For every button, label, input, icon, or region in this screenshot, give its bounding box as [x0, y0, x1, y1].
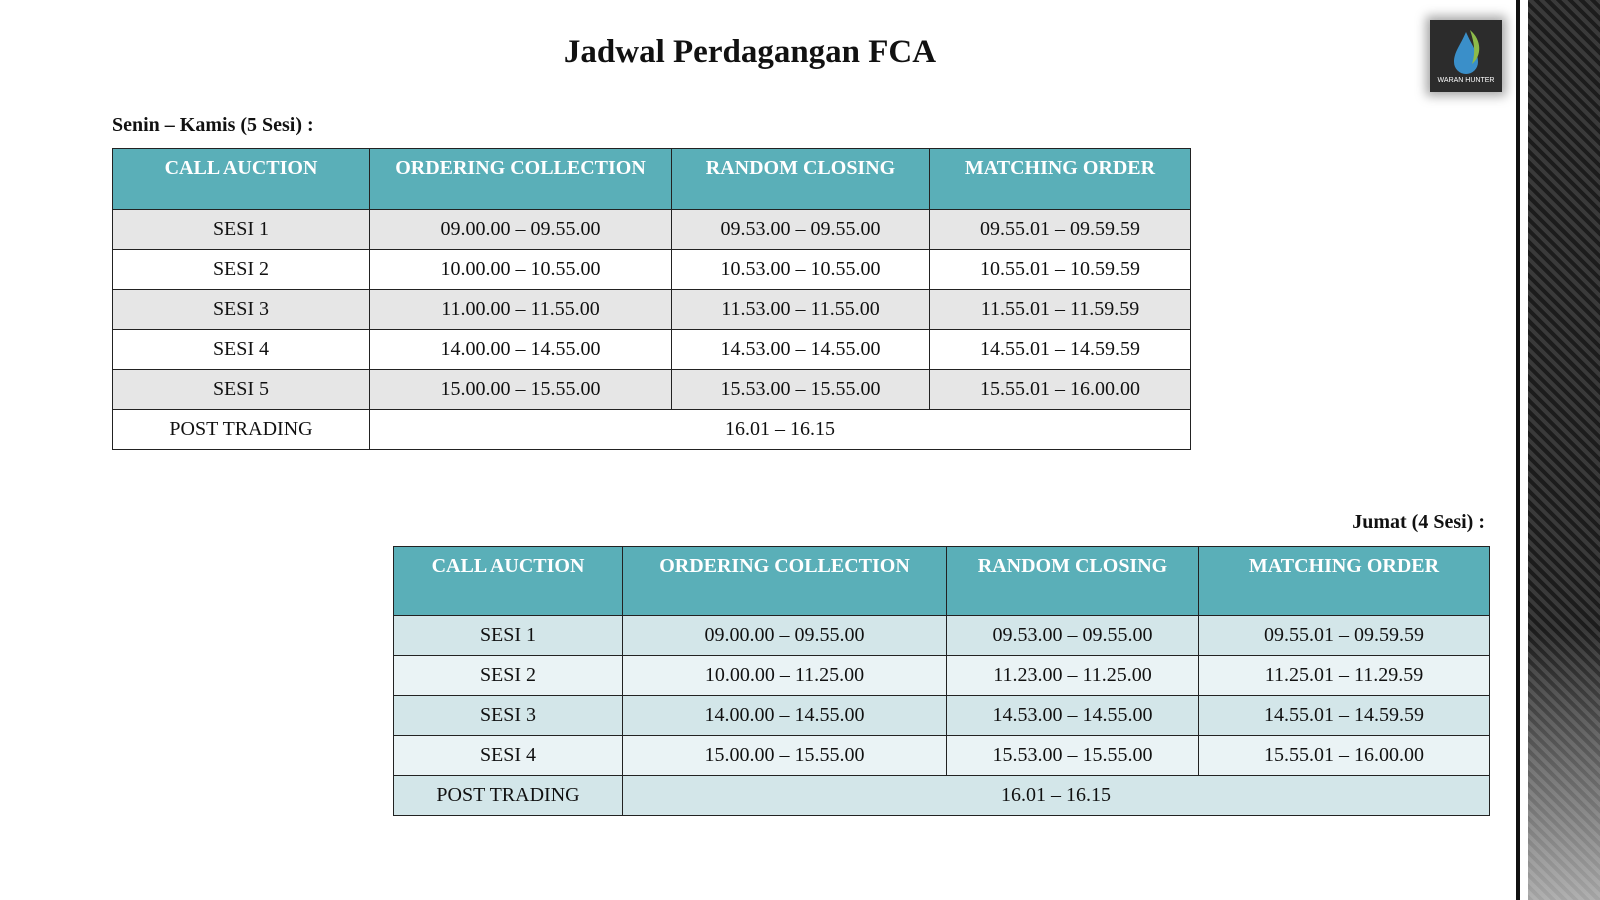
table-cell: SESI 1: [113, 210, 370, 250]
friday-label: Jumat (4 Sesi) :: [1352, 511, 1485, 533]
table-cell: 14.00.00 – 14.55.00: [370, 330, 672, 370]
table-cell: POST TRADING: [394, 776, 623, 816]
divider-stripe: [1516, 0, 1520, 900]
table-cell: 11.55.01 – 11.59.59: [930, 290, 1191, 330]
table-cell: 14.53.00 – 14.55.00: [672, 330, 930, 370]
table-cell: 11.23.00 – 11.25.00: [947, 656, 1199, 696]
table-cell: SESI 1: [394, 616, 623, 656]
table-cell: 14.55.01 – 14.59.59: [930, 330, 1191, 370]
header-row: [394, 547, 1490, 616]
table-cell: 15.55.01 – 16.00.00: [930, 370, 1191, 410]
table-row: [113, 290, 1191, 330]
weekday-label: Senin – Kamis (5 Sesi) :: [112, 114, 314, 136]
table-cell: 10.55.01 – 10.59.59: [930, 250, 1191, 290]
table-row: [113, 250, 1191, 290]
table-cell: 09.55.01 – 09.59.59: [1199, 616, 1490, 656]
table-cell: 14.53.00 – 14.55.00: [947, 696, 1199, 736]
table-cell: SESI 5: [113, 370, 370, 410]
weekday-schedule-table: [112, 148, 1191, 450]
svg-text:WARAN HUNTER: WARAN HUNTER: [1437, 77, 1495, 84]
table-cell: 09.00.00 – 09.55.00: [623, 616, 947, 656]
waran-hunter-logo: [1430, 20, 1502, 92]
table-cell: POST TRADING: [113, 410, 370, 450]
table-cell: 14.55.01 – 14.59.59: [1199, 696, 1490, 736]
table-cell: SESI 4: [113, 330, 370, 370]
table-cell: 10.00.00 – 10.55.00: [370, 250, 672, 290]
table-cell: 11.00.00 – 11.55.00: [370, 290, 672, 330]
table-cell: SESI 2: [113, 250, 370, 290]
column-header: CALL AUCTION: [113, 149, 370, 210]
table-cell: 15.53.00 – 15.55.00: [672, 370, 930, 410]
table-cell: 10.00.00 – 11.25.00: [623, 656, 947, 696]
table-cell: 09.00.00 – 09.55.00: [370, 210, 672, 250]
column-header: CALL AUCTION: [394, 547, 623, 616]
table-cell: 10.53.00 – 10.55.00: [672, 250, 930, 290]
table-cell: SESI 3: [394, 696, 623, 736]
table-cell: 15.53.00 – 15.55.00: [947, 736, 1199, 776]
table-row: [394, 696, 1490, 736]
table-row: [113, 330, 1191, 370]
page-title: Jadwal Perdagangan FCA: [563, 34, 937, 70]
friday-schedule-table: [393, 546, 1490, 816]
table-cell: 15.00.00 – 15.55.00: [623, 736, 947, 776]
column-header: MATCHING ORDER: [930, 149, 1191, 210]
table-cell: 11.53.00 – 11.55.00: [672, 290, 930, 330]
table-cell: SESI 2: [394, 656, 623, 696]
table-cell: 09.53.00 – 09.55.00: [672, 210, 930, 250]
table-cell: 11.25.01 – 11.29.59: [1199, 656, 1490, 696]
column-header: RANDOM CLOSING: [947, 547, 1199, 616]
table-cell: SESI 3: [113, 290, 370, 330]
table-cell: 09.53.00 – 09.55.00: [947, 616, 1199, 656]
table-cell: 14.00.00 – 14.55.00: [623, 696, 947, 736]
table-row: [113, 370, 1191, 410]
header-row: [113, 149, 1191, 210]
table-cell: 15.00.00 – 15.55.00: [370, 370, 672, 410]
column-header: ORDERING COLLECTION: [370, 149, 672, 210]
column-header: RANDOM CLOSING: [672, 149, 930, 210]
decorative-carbon-border: [1528, 0, 1600, 900]
column-header: MATCHING ORDER: [1199, 547, 1490, 616]
table-cell: 15.55.01 – 16.00.00: [1199, 736, 1490, 776]
table-cell: 09.55.01 – 09.59.59: [930, 210, 1191, 250]
post-trading-row: [394, 776, 1490, 816]
table-row: [394, 656, 1490, 696]
post-trading-row: [113, 410, 1191, 450]
table-row: [113, 210, 1191, 250]
table-cell: SESI 4: [394, 736, 623, 776]
table-row: [394, 736, 1490, 776]
column-header: ORDERING COLLECTION: [623, 547, 947, 616]
table-row: [394, 616, 1490, 656]
table-cell: 16.01 – 16.15: [623, 776, 1490, 816]
table-cell: 16.01 – 16.15: [370, 410, 1191, 450]
